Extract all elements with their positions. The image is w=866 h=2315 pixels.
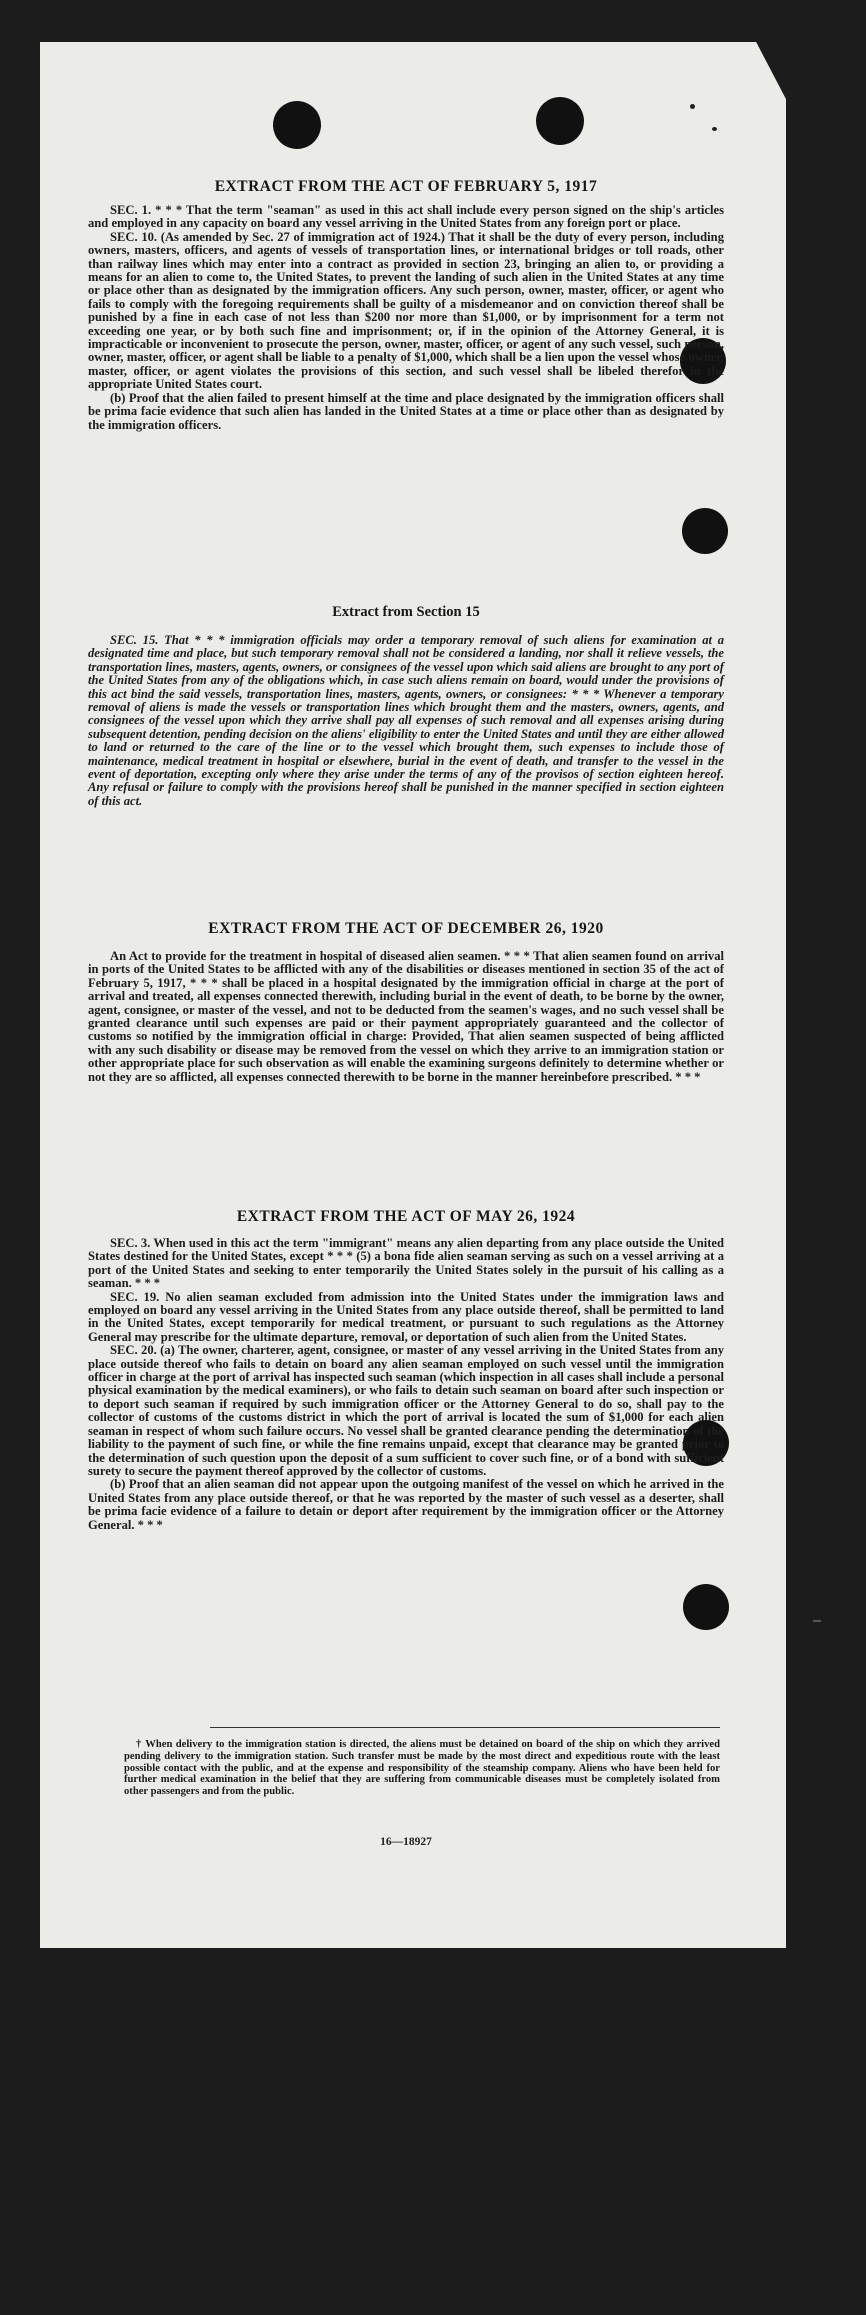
paragraph: SEC. 20. (a) The owner, charterer, agent, consignee, or master of any vessel arriving in the United States from any place outside thereof who fails to detain on board any alien seaman employed on such vessel until the immigration officer in charge at the port of arrival has inspected such seaman (which inspection in all cases shall include a personal physical examination by the medical examiners), or who fails to detain such seaman on board after such inspection or to deport such seaman if required by such immigration officer or the Attorney General to do so, shall pay to the collector of customs of the customs district in which the port of arrival is located the sum of $1,000 for each alien seaman in respect of whom such failure occurs. No vessel shall be granted clearance pending the determination of the liability to the payment of such fine, or while the fine remains unpaid, except that clearance may be granted prior to the determination of such question upon the deposit of a sum sufficient to cover such fine, or of a bond with sufficient surety to secure the payment thereof approved by the collector of customs. bbox=[88, 1343, 724, 1478]
scan-speck bbox=[712, 127, 717, 131]
punch-hole bbox=[536, 97, 584, 145]
heading-act-1917: EXTRACT FROM THE ACT OF FEBRUARY 5, 1917 bbox=[214, 178, 598, 195]
scan-speck bbox=[813, 1620, 821, 1622]
paragraph: An Act to provide for the treatment in hospital of diseased alien seamen. * * * That alien seamen found on arrival in ports of the United States to be afflicted with any of the disabilities or diseases mentioned in section 35 of the act of February 5, 1917, * * * shall be placed in a hospital designated by the immigration official in charge at the port of arrival and treated, all expenses connected therewith, including burial in the event of death, to be borne by the owner, agent, consignee, or master of the vessel, and not to be deducted from the seamen's wages, and no such vessel shall be granted clearance until such expenses are paid or their payment appropriately guaranteed and the collector of customs so notified by the immigration official in charge: Provided, That alien seamen suspected of being afflicted with any such disability or disease may be removed from the vessel on which they arrive to an immigration station or other appropriate place for such observation as will enable the examining surgeons definitely to determine whether or not they are so afflicted, all expenses connected therewith to be borne in the manner hereinbefore prescribed. * * * bbox=[88, 949, 724, 1084]
paragraph: (b) Proof that an alien seaman did not appear upon the outgoing manifest of the vessel on which he arrived in the United States from any place outside thereof, or that he was reported by the master of such vessel as a deserter, shall be prima facie evidence of a failure to detain or deport after requirement by the immigration officer or the Attorney General. * * * bbox=[88, 1477, 724, 1532]
heading-act-1924: EXTRACT FROM THE ACT OF MAY 26, 1924 bbox=[236, 1208, 576, 1225]
footnote-text: † When delivery to the immigration station is directed, the aliens must be detained on board of the ship on which they arrived pending delivery to the immigration station. Such transfer must be made by the most direct and expeditious route with the least possible contact with the public, and at the expense and responsibility of the steamship company. Aliens who have been held for further medical examination in the belief that they are suffering from communicable diseases must be completely isolated from other passengers and from the public. bbox=[124, 1739, 720, 1798]
section-15-text bbox=[88, 634, 724, 808]
form-code: 16—18927 bbox=[380, 1836, 432, 1848]
paragraph: SEC. 15. That * * * immigration officials may order a temporary removal of such aliens for examination at a designated time and place, but such temporary removal shall not be considered a landing, nor shall it relieve vessels, the transportation lines, masters, agents, owners, or consignees of the vessel upon which said aliens are brought to any port of the United States from any of the obligations which, in case such aliens remain on board, would under the provisions of this act bind the said vessels, transportation lines, masters, agents, owners, or consignees: * * * Whenever a temporary removal of aliens is made the vessels or transportation lines which brought them and the masters, owners, agents, and consignees of the vessel upon which they arrive shall pay all expenses of such removal and all expenses arising during subsequent detention, pending decision on the aliens' eligibility to enter the United States and until they are either allowed to land or returned to the care of the line or to the vessel which brought them, such expenses to include those of maintenance, medical treatment in hospital or elsewhere, burial in the event of death, and transfer to the vessel in the event of deportation, excepting only where they arise under the terms of any of the provisos of section eighteen hereof. Any refusal or failure to comply with the provisions hereof shall be punished in the manner specified in section eighteen of this act. bbox=[88, 633, 724, 808]
paragraph: SEC. 10. (As amended by Sec. 27 of immigration act of 1924.) That it shall be the duty of every person, including owners, masters, officers, and agents of vessels of transportation lines, or international bridges or toll roads, other than railway lines which may enter into a contract as provided in section 23, bringing an alien to, or providing a means for an alien to come to, the United States, to prevent the landing of such alien in the United States at any time or place other than as designated by the immigration officers. Any such person, owner, master, officer, or agent who fails to comply with the foregoing requirements shall be guilty of a misdemeanor and on conviction thereof shall be punished by a fine in each case of not less than $200 nor more than $1,000, or by imprisonment for a term not exceeding one year, or by both such fine and imprisonment; or, if in the opinion of the Attorney General, it is impracticable or inconvenient to prosecute the person, owner, master, officer, or agent of any such vessel, such person, owner, master, officer, or agent shall be liable to a penalty of $1,000, which shall be a lien upon the vessel whose owner, master, officer, or agent violates the provisions of this section, and such vessel shall be libeled therefor in the appropriate United States court. bbox=[88, 229, 724, 392]
act-1924-text bbox=[88, 1237, 724, 1532]
heading-section-15: Extract from Section 15 bbox=[332, 604, 480, 620]
paragraph: SEC. 1. * * * That the term "seaman" as used in this act shall include every person signed on the ship's articles and employed in any capacity on board any vessel arriving in the United States from any foreign port or place. bbox=[88, 203, 724, 231]
paragraph: SEC. 19. No alien seaman excluded from admission into the United States under the immigration laws and employed on board any vessel arriving in the United States from any place outside thereof, shall be permitted to land in the United States, except temporarily for medical treatment, or pursuant to such regulations as the Attorney General may prescribe for the ultimate departure, removal, or deportation of such alien from the United States. bbox=[88, 1289, 724, 1344]
scan-speck bbox=[690, 104, 695, 109]
act-1920-text bbox=[88, 950, 724, 1084]
punch-hole bbox=[682, 508, 728, 554]
footnote-divider bbox=[210, 1727, 720, 1728]
paragraph: SEC. 3. When used in this act the term "immigrant" means any alien departing from any place outside the United States destined for the United States, except * * * (5) a bona fide alien seaman serving as such on a vessel arriving at a port of the United States and seeking to enter temporarily the United States solely in the pursuit of his calling as a seaman. * * * bbox=[88, 1236, 724, 1291]
punch-hole bbox=[273, 101, 321, 149]
punch-hole bbox=[683, 1584, 729, 1630]
paragraph: (b) Proof that the alien failed to present himself at the time and place designated by the immigration officers shall be prima facie evidence that such alien has landed in the United States at a time or place other than as designated by the immigration officers. bbox=[88, 390, 724, 432]
heading-act-1920: EXTRACT FROM THE ACT OF DECEMBER 26, 1920 bbox=[208, 920, 604, 937]
footnote bbox=[124, 1739, 720, 1798]
section-1917-text bbox=[88, 204, 724, 432]
